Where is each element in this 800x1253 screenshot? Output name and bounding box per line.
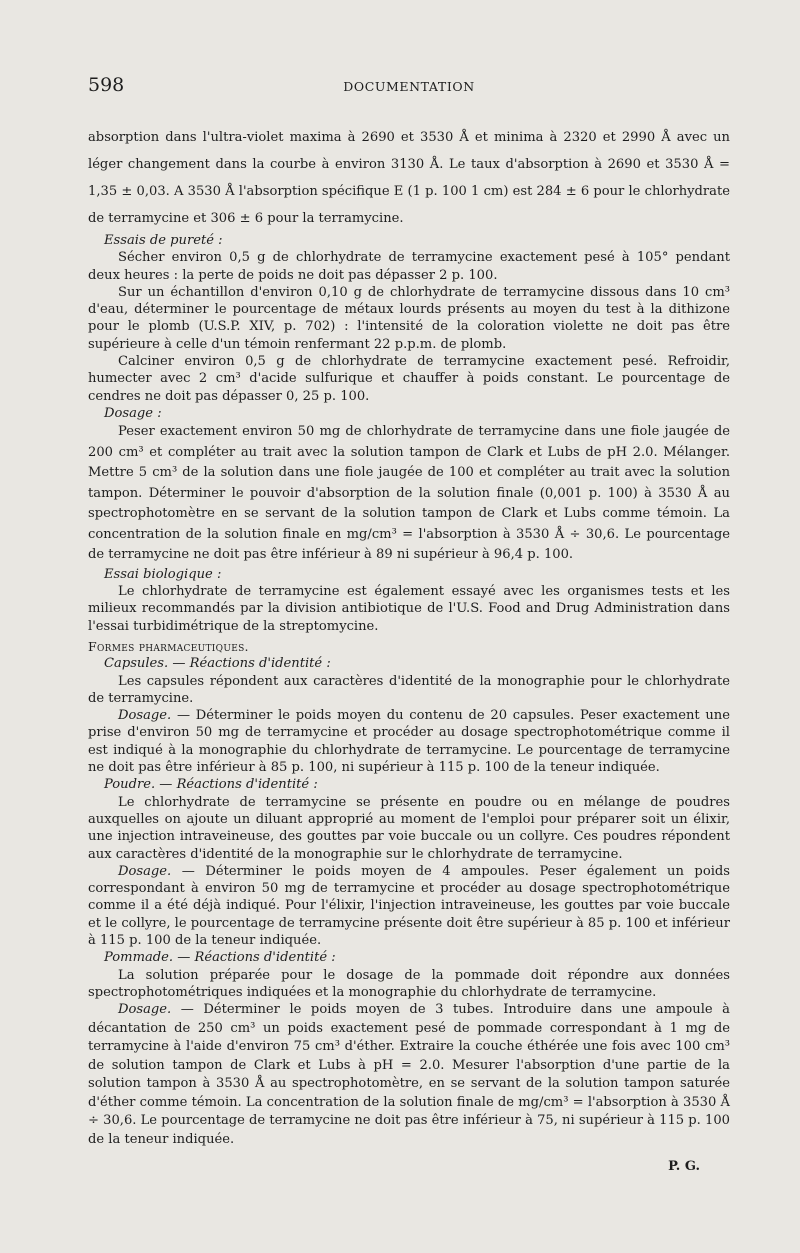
heading-poudre: Poudre. — Réactions d'identité : — [104, 777, 318, 793]
paragraph-capsules-identite: Les capsules répondent aux caractères d'identité de la monographie pour le chlorhydrate de terramycine. — [88, 673, 730, 706]
label-dosage-capsules: Dosage. — [118, 708, 172, 724]
paragraph-absorption: absorption dans l'ultra-violet maxima à 2690 et 3530 Å et minima à 2320 et 2990 Å avec un léger changement dans la courbe à environ 3130 Å. Le taux d'absorption à 2690 et 3530 Å = 1,35 ± 0,03. A 3530 Å l'absorption spécifique E (1 p. 100 1 cm) est 284 ± 6 pour le chlorhydrate de terramycine et 306 ± 6 pour la terramycine. — [88, 130, 730, 226]
page-header — [88, 74, 730, 104]
paragraph-essai-biologique: Le chlorhydrate de terramycine est également essayé avec les organismes tests et les milieux recommandés par la division antibiotique de l'U.S. Food and Drug Administration dans l'essai turbidimétrique de la streptomycine. — [88, 584, 730, 634]
paragraph-metaux-lourds: Sur un échantillon d'environ 0,10 g de chlorhydrate de terramycine dissous dans 10 cm³ d'eau, déterminer le pourcentage de métaux lourds présents au moyen du test à la dithizone pour le plomb (U.S.P. XIV, p. 702) : l'intensité de la coloration violette ne doit pas être supérieure à celle d'un témoin renfermant 22 p.p.m. de plomb. — [88, 284, 730, 352]
paragraph-pommade-identite: La solution préparée pour le dosage de la pommade doit répondre aux données spectrophotométriques indiquées et la monographie du chlorhydrate de terramycine. — [88, 967, 730, 1000]
heading-dosage: Dosage : — [104, 405, 162, 421]
paragraph-sechage: Sécher environ 0,5 g de chlorhydrate de terramycine exactement pesé à 105° pendant deux heures : la perte de poids ne doit pas dépasser 2 p. 100. — [88, 250, 730, 283]
text-dosage-capsules: — Déterminer le poids moyen du contenu de 20 capsules. Peser exactement une prise d'environ 50 mg de terramycine et procéder au dosage spectrophotométrique comme il est indiqué à la monographie du chlorhydrate de terramycine. Le pourcentage de terramycine ne doit pas être inférieur à 85 p. 100, ni supérieur à 115 p. 100 de la teneur indiquée. — [88, 708, 730, 776]
heading-pommade: Pommade. — Réactions d'identité : — [104, 950, 336, 966]
paragraph-cendres: Calciner environ 0,5 g de chlorhydrate de terramycine exactement pesé. Refroidir, humecter avec 2 cm³ d'acide sulfurique et chauffer à poids constant. Le pourcentage de cendres ne doit pas dépasser 0, 25 p. 100. — [88, 354, 730, 404]
paragraph-dosage: Peser exactement environ 50 mg de chlorhydrate de terramycine dans une fiole jaugée de 200 cm³ et compléter au trait avec la solution tampon de Clark et Lubs de pH 2.0. Mélanger. Mettre 5 cm³ de la solution dans une fiole jaugée de 100 et compléter au trait avec la solution tampon. Déterminer le pouvoir d'absorption de la solution finale (0,001 p. 100) à 3530 Å au spectrophotomètre en se servant de la solution tampon de Clark et Lubs comme témoin. La concentration de la solution finale en mg/cm³ = l'absorption à 3530 Å ÷ 30,6. Le pourcentage de terramycine ne doit pas être inférieur à 89 ni supérieur à 96,4 p. 100. — [88, 424, 730, 563]
paragraph-poudre-dosage — [88, 863, 730, 949]
author-signature: P. G. — [668, 1159, 700, 1175]
paragraph-pommade-dosage — [88, 1001, 730, 1149]
text-dosage-poudre: — Déterminer le poids moyen de 4 ampoules. Peser également un poids correspondant à environ 50 mg de terramycine et procéder au dosage spectrophotométrique comme il a été déjà indiqué. Pour l'élixir, l'injection intraveineuse, les gouttes par voie buccale et le collyre, le pourcentage de terramycine présente doit être supérieur à 85 p. 100 et inférieur à 115 p. 100 de la teneur indiquée. — [88, 863, 730, 948]
paragraph-poudre-identite: Le chlorhydrate de terramycine se présente en poudre ou en mélange de poudres auxquelles on ajoute un diluant approprié au moment de l'emploi pour préparer soit un élixir, une injection intraveineuse, des gouttes par voie buccale ou un collyre. Ces poudres répondent aux caractères d'identité de la monographie sur le chlorhydrate de terramycine. — [88, 794, 730, 862]
label-dosage-pommade: Dosage. — [118, 1002, 172, 1018]
article-body — [88, 124, 730, 1174]
paragraph-capsules-dosage — [88, 707, 730, 776]
page-number: 598 — [88, 74, 125, 96]
heading-essai-biologique: Essai biologique : — [104, 566, 222, 582]
running-head: DOCUMENTATION — [343, 79, 475, 94]
text-dosage-pommade: — Déterminer le poids moyen de 3 tubes. Introduire dans une ampoule à décantation de 250 cm³ un poids exactement pesé de pommade correspondant à 1 mg de terramycine à l'aide d'environ 75 cm³ d'éther. Extraire la couche éthérée une fois avec 100 cm³ de solution tampon de Clark et Lubs à pH = 2.0. Mesurer l'absorption d'une partie de la solution tampon à 3530 Å au spectrophotomètre, en se servant de la solution tampon saturée d'éther comme témoin. La concentration de la solution finale de mg/cm³ = l'absorption à 3530 Å ÷ 30,6. Le pourcentage de terramycine ne doit pas être inférieur à 75, ni supérieur à 115 p. 100 de la teneur indiquée. — [88, 1002, 730, 1147]
heading-capsules: Capsules. — Réactions d'identité : — [104, 656, 331, 672]
label-dosage-poudre: Dosage. — [118, 863, 172, 879]
heading-formes-pharmaceutiques: Formes pharmaceutiques. — [88, 638, 249, 654]
heading-essais-purete: Essais de pureté : — [104, 233, 223, 248]
